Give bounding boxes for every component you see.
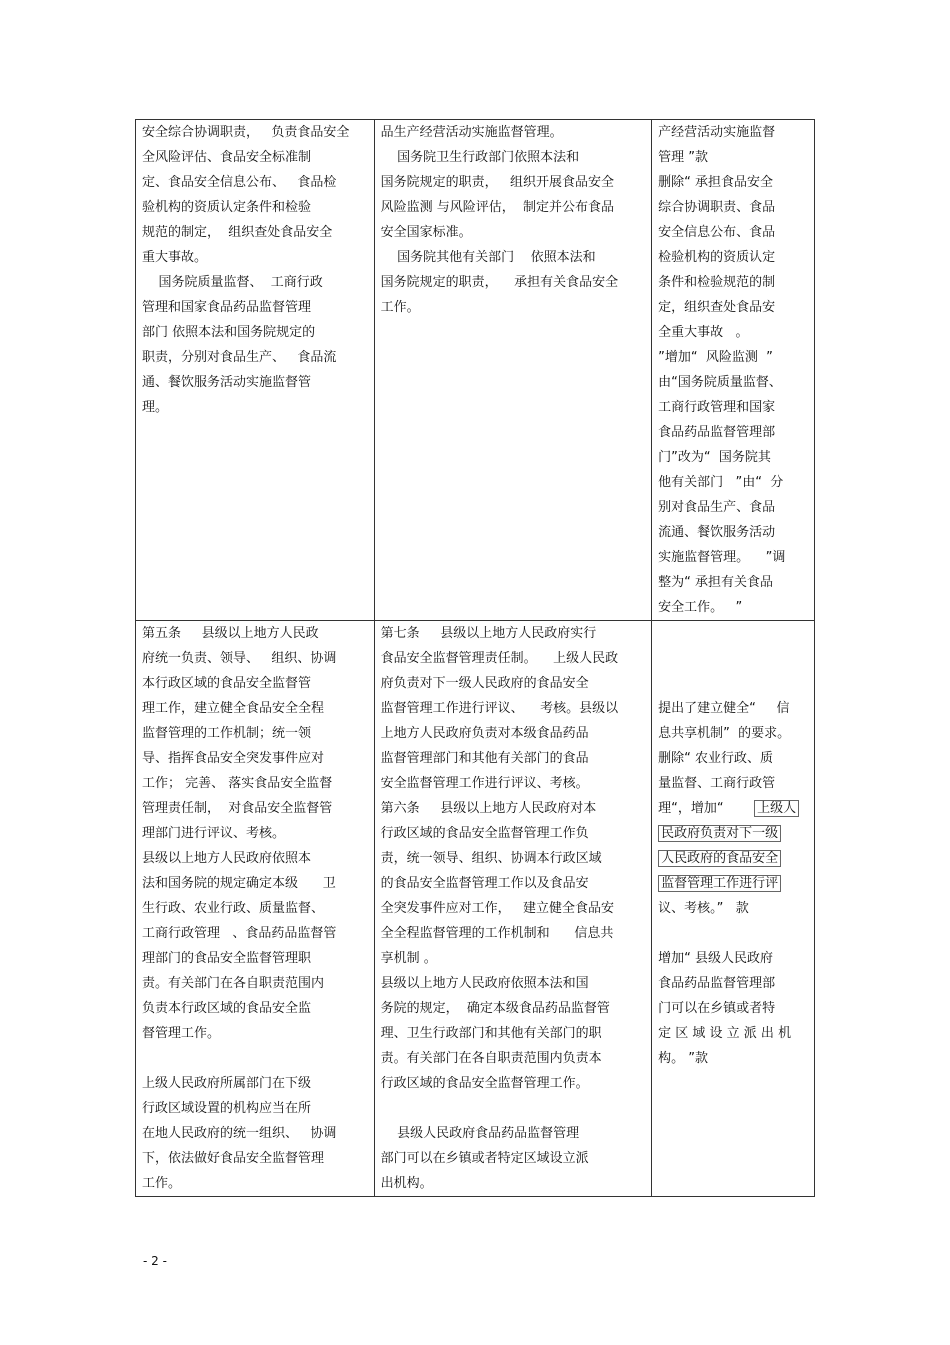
- text-line: 监督管理工作进行评议、 考核。县级以: [380, 701, 619, 716]
- text-line: 县级人民政府食品药品监督管理: [380, 1126, 580, 1141]
- text-line: 部门 依照本法和国务院规定的: [142, 325, 316, 340]
- text-line: 整为“ 承担有关食品: [658, 575, 774, 590]
- text-line: 风险监测 与风险评估， 制定并公布食品: [380, 200, 615, 215]
- text-line: 负责本行政区域的食品安全监: [142, 1001, 312, 1016]
- new-law-text: [381, 1121, 648, 1196]
- text-line: 部门可以在乡镇或者特定区域设立派: [380, 1151, 589, 1166]
- text-line: 工作； 完善、 落实食品安全监督: [142, 776, 333, 791]
- text-line: 定 区 域 设 立 派 出 机: [658, 1026, 792, 1041]
- spacer: [381, 1096, 648, 1121]
- text-line: 上级人民政府所属部门在下级: [142, 1076, 312, 1091]
- text-line: 检验机构的资质认定: [658, 250, 776, 265]
- text-line: 国务院规定的职责， 组织开展食品安全: [380, 175, 615, 190]
- text-line: 理。: [142, 400, 169, 415]
- text-line: 理工作，建立健全食品安全全程: [142, 701, 325, 716]
- text-line: 实施监督管理。 ”调: [658, 550, 786, 565]
- highlight-box: 监督管理工作进行评: [658, 875, 781, 892]
- text-line: 理部门进行评议、考核。: [142, 826, 286, 841]
- text-line: 删除“ 农业行政、质: [658, 751, 774, 766]
- text-line: 享机制 。: [380, 951, 437, 966]
- table-row: [136, 621, 815, 1197]
- text-line: 法和国务院的规定确定本级 卫: [142, 876, 336, 891]
- text-line: 下，依法做好食品安全监督管理: [142, 1151, 325, 1166]
- text-line: 行政区域的食品安全监督管理工作。: [380, 1076, 589, 1091]
- text-line: 督管理工作。: [142, 1026, 221, 1041]
- text-line: 监督管理的工作机制；统一领: [142, 726, 312, 741]
- text-line: 他有关部门 ”由“ 分: [658, 475, 784, 490]
- text-line: 务院的规定， 确定本级食品药品监督管: [380, 1001, 610, 1016]
- text-line: 增加“ 县级人民政府: [658, 951, 774, 966]
- text-line: 综合协调职责、食品: [658, 200, 776, 215]
- text-line: 理部门的食品安全监督管理职: [142, 951, 312, 966]
- new-law-text: [381, 621, 648, 1096]
- change-note-cell: [652, 621, 815, 1197]
- text-line: 定，组织查处食品安: [658, 300, 776, 315]
- text-line: 构。 ”款: [658, 1051, 709, 1066]
- new-law-cell: [374, 621, 652, 1197]
- text-line: 县级以上地方人民政府依照本: [142, 851, 312, 866]
- text-line: 上地方人民政府负责对本级食品药品: [380, 726, 589, 741]
- text-line: 责，统一领导、组织、协调本行政区域: [380, 851, 602, 866]
- text-line: 全风险评估、食品安全标准制: [142, 150, 312, 165]
- text-line: 责。有关部门在各自职责范围内: [142, 976, 325, 991]
- text-line: 删除“ 承担食品安全: [658, 175, 774, 190]
- text-line: 行政区域设置的机构应当在所: [142, 1101, 312, 1116]
- old-law-text: [142, 1071, 370, 1196]
- text-line: 本行政区域的食品安全监督管: [142, 676, 312, 691]
- change-note-text: [658, 120, 810, 620]
- text-line: 品生产经营活动实施监督管理。: [380, 125, 563, 140]
- text-line: 工作。: [380, 300, 420, 315]
- text-line: 的食品安全监督管理工作以及食品安: [380, 876, 589, 891]
- text-line: 通、餐饮服务活动实施监督管: [142, 375, 312, 390]
- text-line: 国务院其他有关部门 依照本法和: [380, 250, 596, 265]
- text-line: 全全程监督管理的工作机制和 信息共: [380, 926, 614, 941]
- highlight-box: 民政府负责对下一级: [658, 825, 781, 842]
- note-line: 议、考核。” 款: [658, 901, 749, 916]
- text-line: 流通、餐饮服务活动: [658, 525, 776, 540]
- text-line: 监督管理部门和其他有关部门的食品: [380, 751, 589, 766]
- change-note-text: [658, 946, 810, 1071]
- text-line: 工商行政管理和国家: [658, 400, 776, 415]
- text-line: 别对食品生产、食品: [658, 500, 776, 515]
- text-line: 府负责对下一级人民政府的食品安全: [380, 676, 589, 691]
- text-line: 安全国家标准。: [380, 225, 472, 240]
- old-law-text: [142, 120, 370, 420]
- text-line: 量监督、工商行政管: [658, 776, 776, 791]
- text-line: 责。有关部门在各自职责范围内负责本: [380, 1051, 602, 1066]
- text-line: 行政区域的食品安全监督管理工作负: [380, 826, 589, 841]
- spacer: [142, 1046, 370, 1071]
- change-note-cell: [652, 120, 815, 621]
- text-line: 验机构的资质认定条件和检验: [142, 200, 312, 215]
- text-line: 安全综合协调职责， 负责食品安全: [142, 125, 350, 140]
- text-line: 安全信息公布、食品: [658, 225, 776, 240]
- text-line: 管理 ”款: [658, 150, 709, 165]
- text-line: 府统一负责、领导、 组织、协调: [142, 651, 337, 666]
- text-line: 管理和国家食品药品监督管理: [142, 300, 312, 315]
- text-line: 导、指挥食品安全突发事件应对: [142, 751, 325, 766]
- text-line: 息共享机制” 的要求。: [658, 726, 791, 741]
- text-line: 食品药品监督管理部: [658, 976, 776, 991]
- highlight-box: 上级人: [754, 800, 799, 817]
- text-line: 全突发事件应对工作， 建立健全食品安: [380, 901, 615, 916]
- new-law-cell: [374, 120, 652, 621]
- old-law-text: [142, 621, 370, 1046]
- text-line: 国务院规定的职责， 承担有关食品安全: [380, 275, 619, 290]
- highlight-box: 人民政府的食品安全: [658, 850, 781, 867]
- text-line: 提出了建立健全“ 信: [658, 701, 790, 716]
- text-line: 生行政、农业行政、质量监督、: [142, 901, 325, 916]
- text-line: 第七条 县级以上地方人民政府实行: [380, 626, 597, 641]
- old-law-cell: [136, 621, 375, 1197]
- text-line: 在地人民政府的统一组织、 协调: [142, 1126, 337, 1141]
- change-note-text: [658, 621, 810, 821]
- text-line: 县级以上地方人民政府依照本法和国: [380, 976, 589, 991]
- text-line: 第六条 县级以上地方人民政府对本: [380, 801, 597, 816]
- text-line: 第五条 县级以上地方人民政: [142, 626, 319, 641]
- text-line: 重大事故。: [142, 250, 208, 265]
- text-line: 工作。: [142, 1176, 182, 1191]
- new-law-text: [381, 120, 648, 320]
- text-line: 理“，增加“: [658, 801, 724, 816]
- text-line: 食品安全监督管理责任制。 上级人民政: [380, 651, 619, 666]
- text-line: 由“国务院质量监督、: [658, 375, 782, 390]
- page-number: - 2 -: [143, 1254, 167, 1268]
- text-line: 出机构。: [380, 1176, 433, 1191]
- text-line: 国务院卫生行政部门依照本法和: [380, 150, 580, 165]
- text-line: 门”改为“ 国务院其: [658, 450, 771, 465]
- text-line: 管理责任制， 对食品安全监督管: [142, 801, 333, 816]
- table-row: [136, 120, 815, 621]
- text-line: 安全工作。 ”: [658, 600, 743, 615]
- text-line: 国务院质量监督、 工商行政: [142, 275, 323, 290]
- text-line: 门可以在乡镇或者特: [658, 1001, 776, 1016]
- text-line: 条件和检验规范的制: [658, 275, 776, 290]
- text-line: 安全监督管理工作进行评议、考核。: [380, 776, 589, 791]
- text-line: 职责，分别对食品生产、 食品流: [142, 350, 337, 365]
- text-line: 全重大事故 。: [658, 325, 749, 340]
- text-line: 工商行政管理 、食品药品监督管: [142, 926, 337, 941]
- text-line: 理、卫生行政部门和其他有关部门的职: [380, 1026, 602, 1041]
- text-line: 定、食品安全信息公布、 食品检: [142, 175, 337, 190]
- text-line: 产经营活动实施监督: [658, 125, 776, 140]
- spacer: [658, 921, 810, 946]
- old-law-cell: [136, 120, 375, 621]
- comparison-table: [135, 119, 815, 1197]
- text-line: 食品药品监督管理部: [658, 425, 776, 440]
- text-line: 规范的制定， 组织查处食品安全: [142, 225, 333, 240]
- text-line: ”增加“ 风险监测 ”: [658, 350, 773, 365]
